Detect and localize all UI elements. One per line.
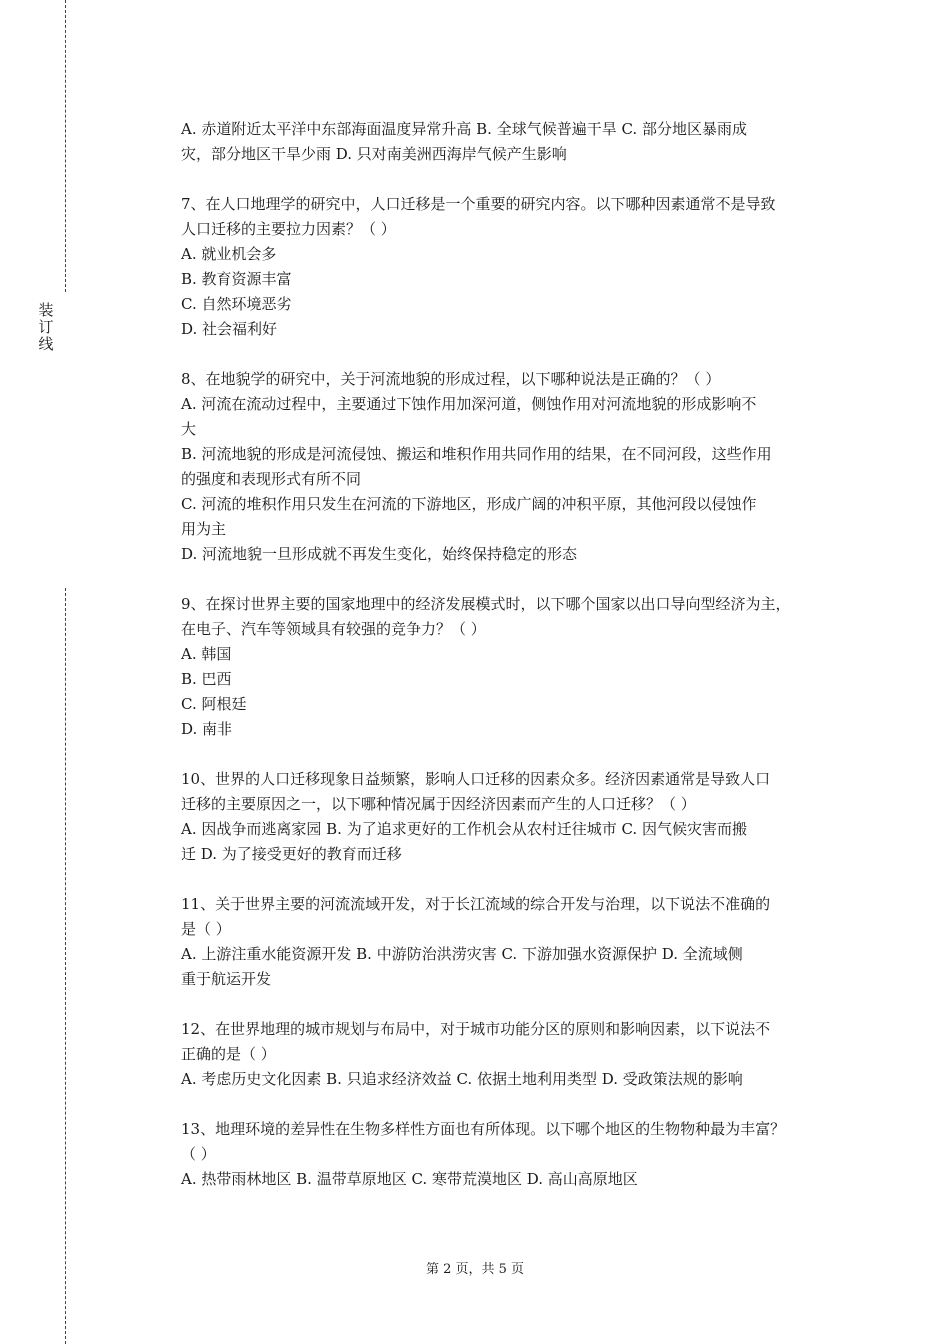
question-line: A. 考虑历史文化因素 B. 只追求经济效益 C. 依据土地利用类型 D. 受政策法规的影响 [181,1070,743,1088]
question-line: 8、在地貌学的研究中，关于河流地貌的形成过程，以下哪种说法是正确的？（ ） [181,370,721,388]
question-block [181,367,846,567]
question-block [181,767,846,867]
question-line: 大 [181,420,197,438]
question-line: D. 南非 [181,720,233,738]
question-line: B. 教育资源丰富 [181,270,292,288]
question-line: C. 阿根廷 [181,695,247,713]
question-block [181,1117,846,1192]
question-line: 在电子、汽车等领域具有较强的竞争力？（ ） [181,620,486,638]
question-block [181,892,846,992]
question-line: A. 热带雨林地区 B. 温带草原地区 C. 寒带荒漠地区 D. 高山高原地区 [181,1170,638,1188]
question-block [181,117,846,167]
question-line: 灾，部分地区干旱少雨 D. 只对南美洲西海岸气候产生影响 [181,145,567,163]
question-line: （ ） [181,1145,216,1163]
question-line: 迁移的主要原因之一，以下哪种情况属于因经济因素而产生的人口迁移？（ ） [181,795,696,813]
question-line: A. 河流在流动过程中，主要通过下蚀作用加深河道，侧蚀作用对河流地貌的形成影响不 [181,395,757,413]
question-line: 迁 D. 为了接受更好的教育而迁移 [181,845,402,863]
binding-dashed-line-bottom [65,588,66,1344]
question-line: 是（ ） [181,920,231,938]
question-line: A. 因战争而逃离家园 B. 为了追求更好的工作机会从农村迁往城市 C. 因气候灾害而搬 [181,820,747,838]
question-line: 的强度和表现形式有所不同 [181,470,362,488]
question-block [181,592,846,742]
question-line: B. 巴西 [181,670,232,688]
question-line: 7、在人口地理学的研究中，人口迁移是一个重要的研究内容。以下哪种因素通常不是导致 [181,195,776,213]
question-line: 正确的是（ ） [181,1045,276,1063]
binding-char: 订 [38,318,54,336]
question-line: 13、地理环境的差异性在生物多样性方面也有所体现。以下哪个地区的生物物种最为丰富？ [181,1120,786,1138]
question-line: B. 河流地貌的形成是河流侵蚀、搬运和堆积作用共同作用的结果，在不同河段，这些作用 [181,445,772,463]
question-line: A. 赤道附近太平洋中东部海面温度异常升高 B. 全球气候普遍干旱 C. 部分地区暴雨成 [181,120,747,138]
question-line: D. 河流地貌一旦形成就不再发生变化，始终保持稳定的形态 [181,545,578,563]
question-line: A. 上游注重水能资源开发 B. 中游防治洪涝灾害 C. 下游加强水资源保护 D. 全流域侧 [181,945,743,963]
question-line: 12、在世界地理的城市规划与布局中，对于城市功能分区的原则和影响因素，以下说法不 [181,1020,771,1038]
question-line: 9、在探讨世界主要的国家地理中的经济发展模式时，以下哪个国家以出口导向型经济为主， [181,595,791,613]
question-line: 11、关于世界主要的河流流域开发，对于长江流域的综合开发与治理，以下说法不准确的 [181,895,771,913]
question-line: A. 就业机会多 [181,245,277,263]
binding-char: 装 [38,301,54,319]
question-line: 用为主 [181,520,227,538]
question-block [181,192,846,342]
question-content [181,117,846,1217]
question-line: C. 自然环境恶劣 [181,295,292,313]
question-line: 重于航运开发 [181,970,272,988]
question-line: 人口迁移的主要拉力因素？（ ） [181,220,396,238]
question-line: 10、世界的人口迁移现象日益频繁，影响人口迁移的因素众多。经济因素通常是导致人口 [181,770,771,788]
page-footer: 第 2 页，共 5 页 [425,1262,525,1277]
question-line: C. 河流的堆积作用只发生在河流的下游地区，形成广阔的冲积平原，其他河段以侵蚀作 [181,495,757,513]
binding-char: 线 [38,335,54,353]
question-line: A. 韩国 [181,645,232,663]
binding-label [36,302,56,353]
binding-dashed-line-top [65,0,66,292]
question-block [181,1017,846,1092]
question-line: D. 社会福利好 [181,320,278,338]
